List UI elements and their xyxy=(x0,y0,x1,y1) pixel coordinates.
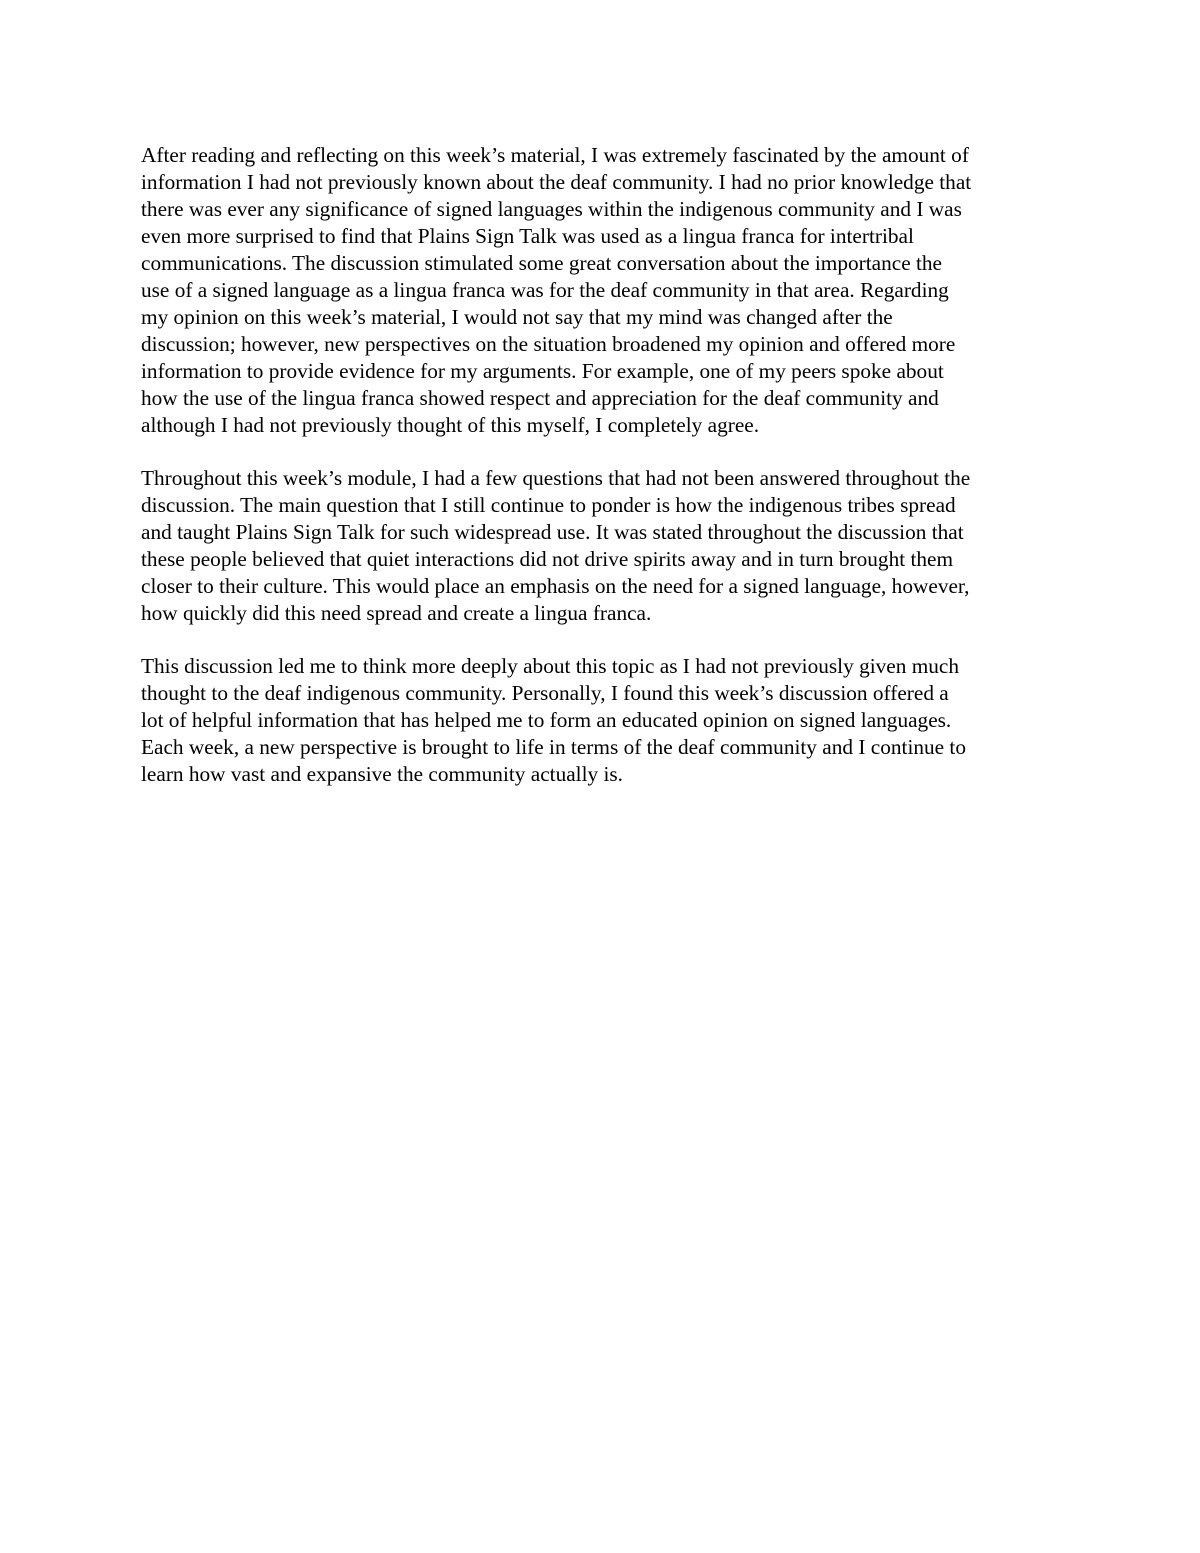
text-line: there was ever any significance of signed languages within the indigenous community and I was xyxy=(141,197,962,221)
paragraph-3 xyxy=(141,653,1061,788)
text-line: Each week, a new perspective is brought to life in terms of the deaf community and I continue to xyxy=(141,735,966,759)
text-line: information I had not previously known about the deaf community. I had no prior knowledge that xyxy=(141,170,972,194)
paragraph-2 xyxy=(141,465,1061,627)
text-line: these people believed that quiet interactions did not drive spirits away and in turn brought them xyxy=(141,547,954,571)
document-body xyxy=(141,142,1061,814)
text-line: discussion; however, new perspectives on the situation broadened my opinion and offered more xyxy=(141,332,956,356)
text-line: even more surprised to find that Plains Sign Talk was used as a lingua franca for intertribal xyxy=(141,224,914,248)
text-line: Throughout this week’s module, I had a few questions that had not been answered throughout the xyxy=(141,466,971,490)
paragraph-1 xyxy=(141,142,1061,439)
text-line: information to provide evidence for my arguments. For example, one of my peers spoke about xyxy=(141,359,944,383)
text-line: learn how vast and expansive the community actually is. xyxy=(141,762,624,786)
text-line: thought to the deaf indigenous community. Personally, I found this week’s discussion offered a xyxy=(141,681,949,705)
text-line: closer to their culture. This would place an emphasis on the need for a signed language, however, xyxy=(141,574,970,598)
text-line: and taught Plains Sign Talk for such widespread use. It was stated throughout the discussion that xyxy=(141,520,964,544)
text-line: discussion. The main question that I still continue to ponder is how the indigenous tribes spread xyxy=(141,493,956,517)
text-line: communications. The discussion stimulated some great conversation about the importance the xyxy=(141,251,943,275)
text-line: This discussion led me to think more deeply about this topic as I had not previously given much xyxy=(141,654,960,678)
text-line: my opinion on this week’s material, I would not say that my mind was changed after the xyxy=(141,305,893,329)
text-line: lot of helpful information that has helped me to form an educated opinion on signed languages. xyxy=(141,708,952,732)
text-line: although I had not previously thought of this myself, I completely agree. xyxy=(141,413,760,437)
text-line: how quickly did this need spread and create a lingua franca. xyxy=(141,601,652,625)
text-line: how the use of the lingua franca showed respect and appreciation for the deaf community and xyxy=(141,386,939,410)
text-line: After reading and reflecting on this week’s material, I was extremely fascinated by the amount of xyxy=(141,143,969,167)
text-line: use of a signed language as a lingua franca was for the deaf community in that area. Regarding xyxy=(141,278,949,302)
